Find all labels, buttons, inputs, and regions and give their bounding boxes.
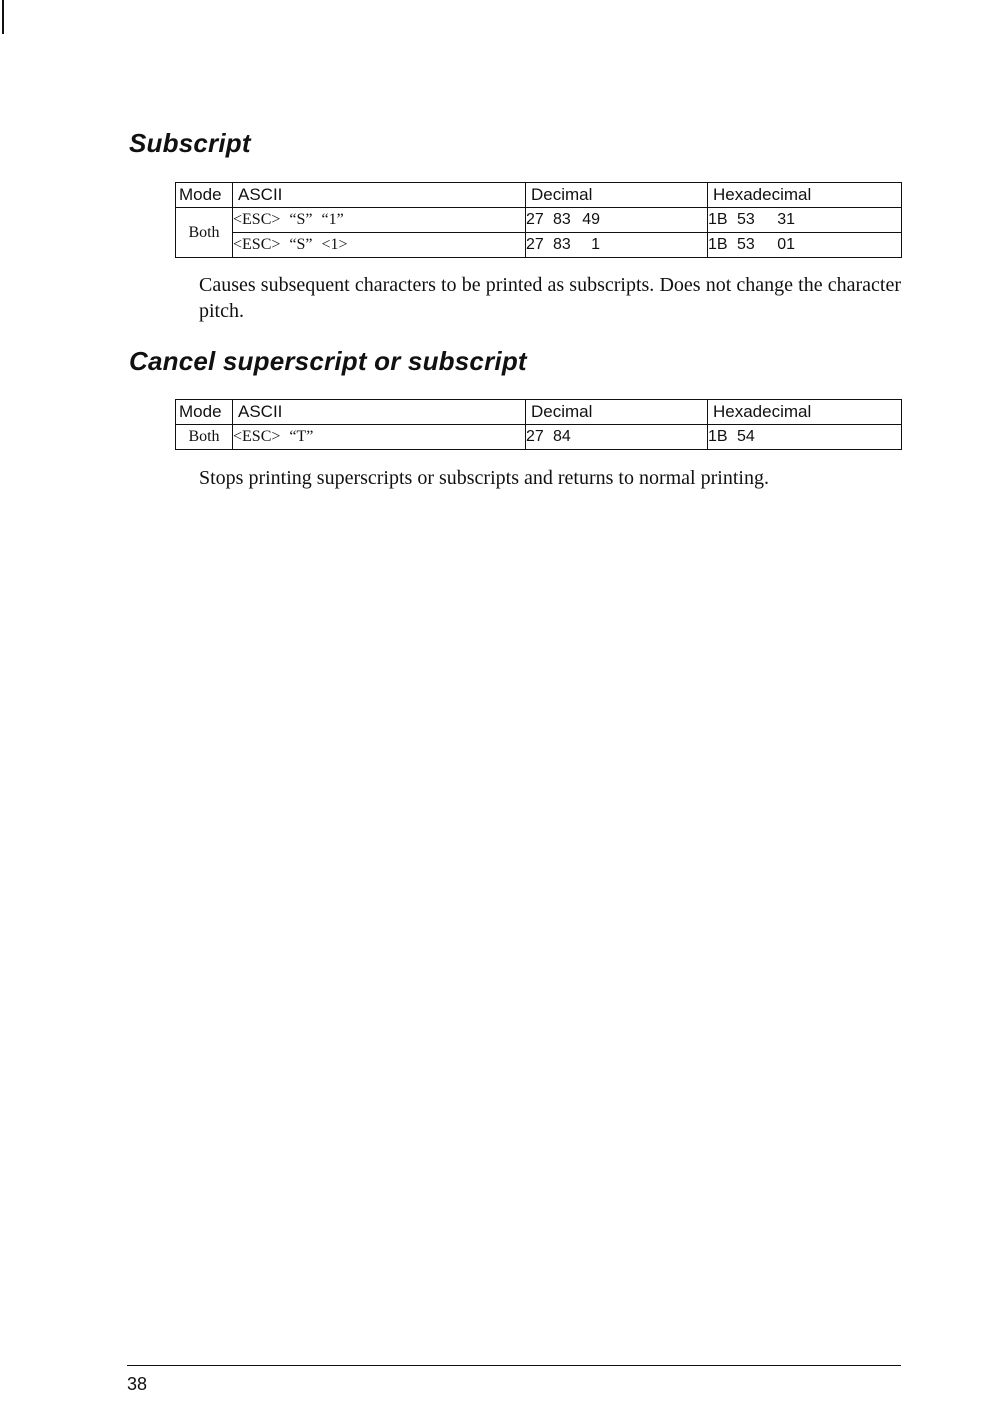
hex-value: 54 (737, 428, 755, 445)
table-header-row (176, 183, 902, 208)
header-hexadecimal: Hexadecimal (708, 183, 902, 208)
section-description: Causes subsequent characters to be printed as subscripts. Does not change the character pitch. (199, 274, 901, 322)
decimal-cell (526, 425, 708, 450)
header-hexadecimal: Hexadecimal (708, 400, 902, 425)
ascii-token: <ESC> (233, 236, 281, 253)
ascii-token: <ESC> (233, 211, 281, 228)
ascii-token: <ESC> (233, 428, 281, 445)
hex-cell (708, 425, 902, 450)
hex-value: 1B (708, 211, 728, 228)
decimal-cell (526, 208, 708, 233)
hex-value: 31 (777, 211, 795, 228)
ascii-token: “1” (321, 211, 344, 228)
hex-value: 1B (708, 236, 728, 253)
ascii-token: “T” (289, 428, 314, 445)
header-decimal: Decimal (526, 183, 708, 208)
ascii-token: “S” (289, 211, 313, 228)
ascii-cell (233, 233, 526, 258)
footer-rule (127, 1365, 901, 1366)
ascii-token: <1> (321, 236, 348, 253)
scan-edge-mark (2, 0, 4, 34)
ascii-cell (233, 425, 526, 450)
command-table-cancel (175, 399, 902, 450)
hex-value: 53 (737, 236, 755, 253)
hex-value: 01 (777, 236, 795, 253)
hex-cell (708, 208, 902, 233)
command-table-subscript (175, 182, 902, 258)
section-title-subscript: Subscript (129, 128, 251, 158)
decimal-value: 1 (591, 236, 600, 253)
header-ascii: ASCII (233, 183, 526, 208)
page-number: 38 (127, 1374, 148, 1394)
section-description: Stops printing superscripts or subscripts and returns to normal printing. (199, 467, 769, 489)
ascii-token: “S” (289, 236, 313, 253)
decimal-value: 84 (553, 428, 571, 445)
decimal-value: 83 (553, 211, 571, 228)
mode-cell: Both (176, 425, 233, 450)
hex-value: 1B (708, 428, 728, 445)
ascii-cell (233, 208, 526, 233)
header-mode: Mode (176, 183, 233, 208)
table-row (176, 425, 902, 450)
decimal-value: 49 (582, 211, 600, 228)
table-header-row (176, 400, 902, 425)
header-mode: Mode (176, 400, 233, 425)
mode-cell: Both (176, 208, 233, 258)
decimal-cell (526, 233, 708, 258)
table-row (176, 208, 902, 233)
decimal-value: 83 (553, 236, 571, 253)
hex-value: 53 (737, 211, 755, 228)
section-title-cancel-superscript-subscript: Cancel superscript or subscript (129, 346, 527, 376)
decimal-value: 27 (526, 236, 544, 253)
decimal-value: 27 (526, 428, 544, 445)
decimal-value: 27 (526, 211, 544, 228)
header-decimal: Decimal (526, 400, 708, 425)
hex-cell (708, 233, 902, 258)
table-row (176, 233, 902, 258)
header-ascii: ASCII (233, 400, 526, 425)
